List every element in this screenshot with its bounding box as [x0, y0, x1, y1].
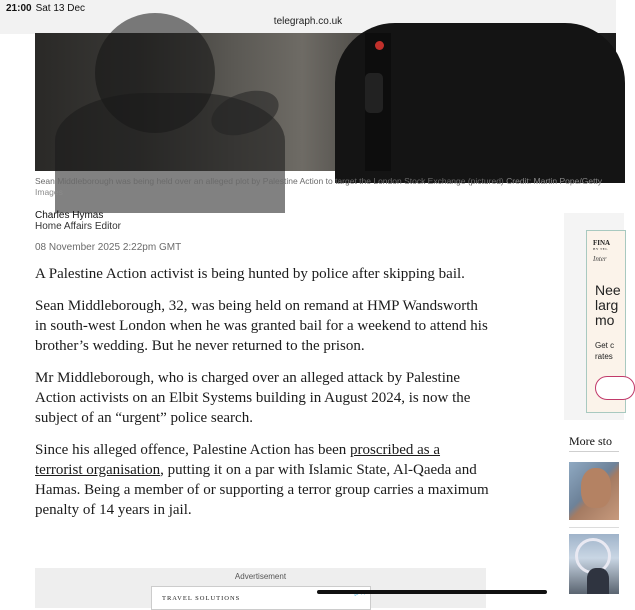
publish-date: 08 November 2025 2:22pm GMT [35, 242, 182, 253]
paragraph-2: Sean Middleborough, 32, was being held on remand at HMP Wandsworth in south-west London when he was granted bail for a weekend to attend his brother’s wedding. But he never returned to the prison. [35, 298, 488, 354]
paragraph-4 [35, 440, 490, 520]
thumbnail-person [587, 568, 609, 594]
paragraph-4-end: , putting it on a par with Islamic State, Al-Qaeda and Hamas. Being a member of or supporting a terror group carries a maximum penalty of 14 years in jail. [35, 462, 489, 518]
sidebar-ad-script: Inter [593, 255, 607, 263]
paragraph-1: A Palestine Action activist is being hunted by police after skipping bail. [35, 266, 465, 282]
home-indicator[interactable] [317, 590, 547, 594]
story-thumbnail[interactable] [569, 534, 619, 594]
sidebar-ad-headline: Nee larg mo [595, 282, 621, 328]
divider [569, 527, 619, 528]
author-role: Home Affairs Editor [35, 221, 121, 232]
story-thumbnail[interactable] [569, 462, 619, 520]
divider [569, 451, 619, 452]
clock: 21:00 [6, 3, 32, 14]
image-credit: Credit: Martin Pope/Getty Images [35, 176, 603, 197]
sidebar-ad-button[interactable] [595, 376, 635, 400]
sidebar-ad-text: Get c rates [595, 341, 615, 361]
author-name[interactable]: Charles Hymas [35, 210, 104, 221]
thumbnail-face [581, 468, 611, 508]
radio-light [375, 41, 384, 50]
article-body [35, 264, 490, 532]
paragraph-3: Mr Middleborough, who is charged over an alleged attack by Palestine Action activists on an Elbit Systems building in August 2024, is now the subject of an “urgent” police search. [35, 370, 471, 426]
caption-text: Sean Middleborough was being held over an alleged plot by Palestine Action to target the London Stock Exchange (pictured) [35, 176, 504, 186]
status-time [6, 3, 85, 14]
more-stories-heading: More sto [569, 434, 612, 448]
status-date: Sat 13 Dec [35, 3, 86, 14]
address-bar-url[interactable]: telegraph.co.uk [273, 16, 343, 27]
ad-label: Advertisement [234, 572, 287, 581]
image-caption [35, 176, 615, 198]
ad-card-text: TRAVEL SOLUTIONS [162, 595, 241, 602]
inline-advertisement [35, 568, 486, 608]
article-hero-image [35, 33, 616, 171]
radio-device [365, 73, 383, 113]
proscribed-link[interactable]: proscribed as a terrorist organisation [35, 442, 441, 478]
sidebar-ad-logo: FINA [593, 239, 611, 247]
sidebar-ad-card[interactable] [586, 230, 626, 413]
sidebar-ad-sublogo: BY TEL [593, 247, 608, 251]
paragraph-4-start: Since his alleged offence, Palestine Action has been [35, 442, 351, 458]
